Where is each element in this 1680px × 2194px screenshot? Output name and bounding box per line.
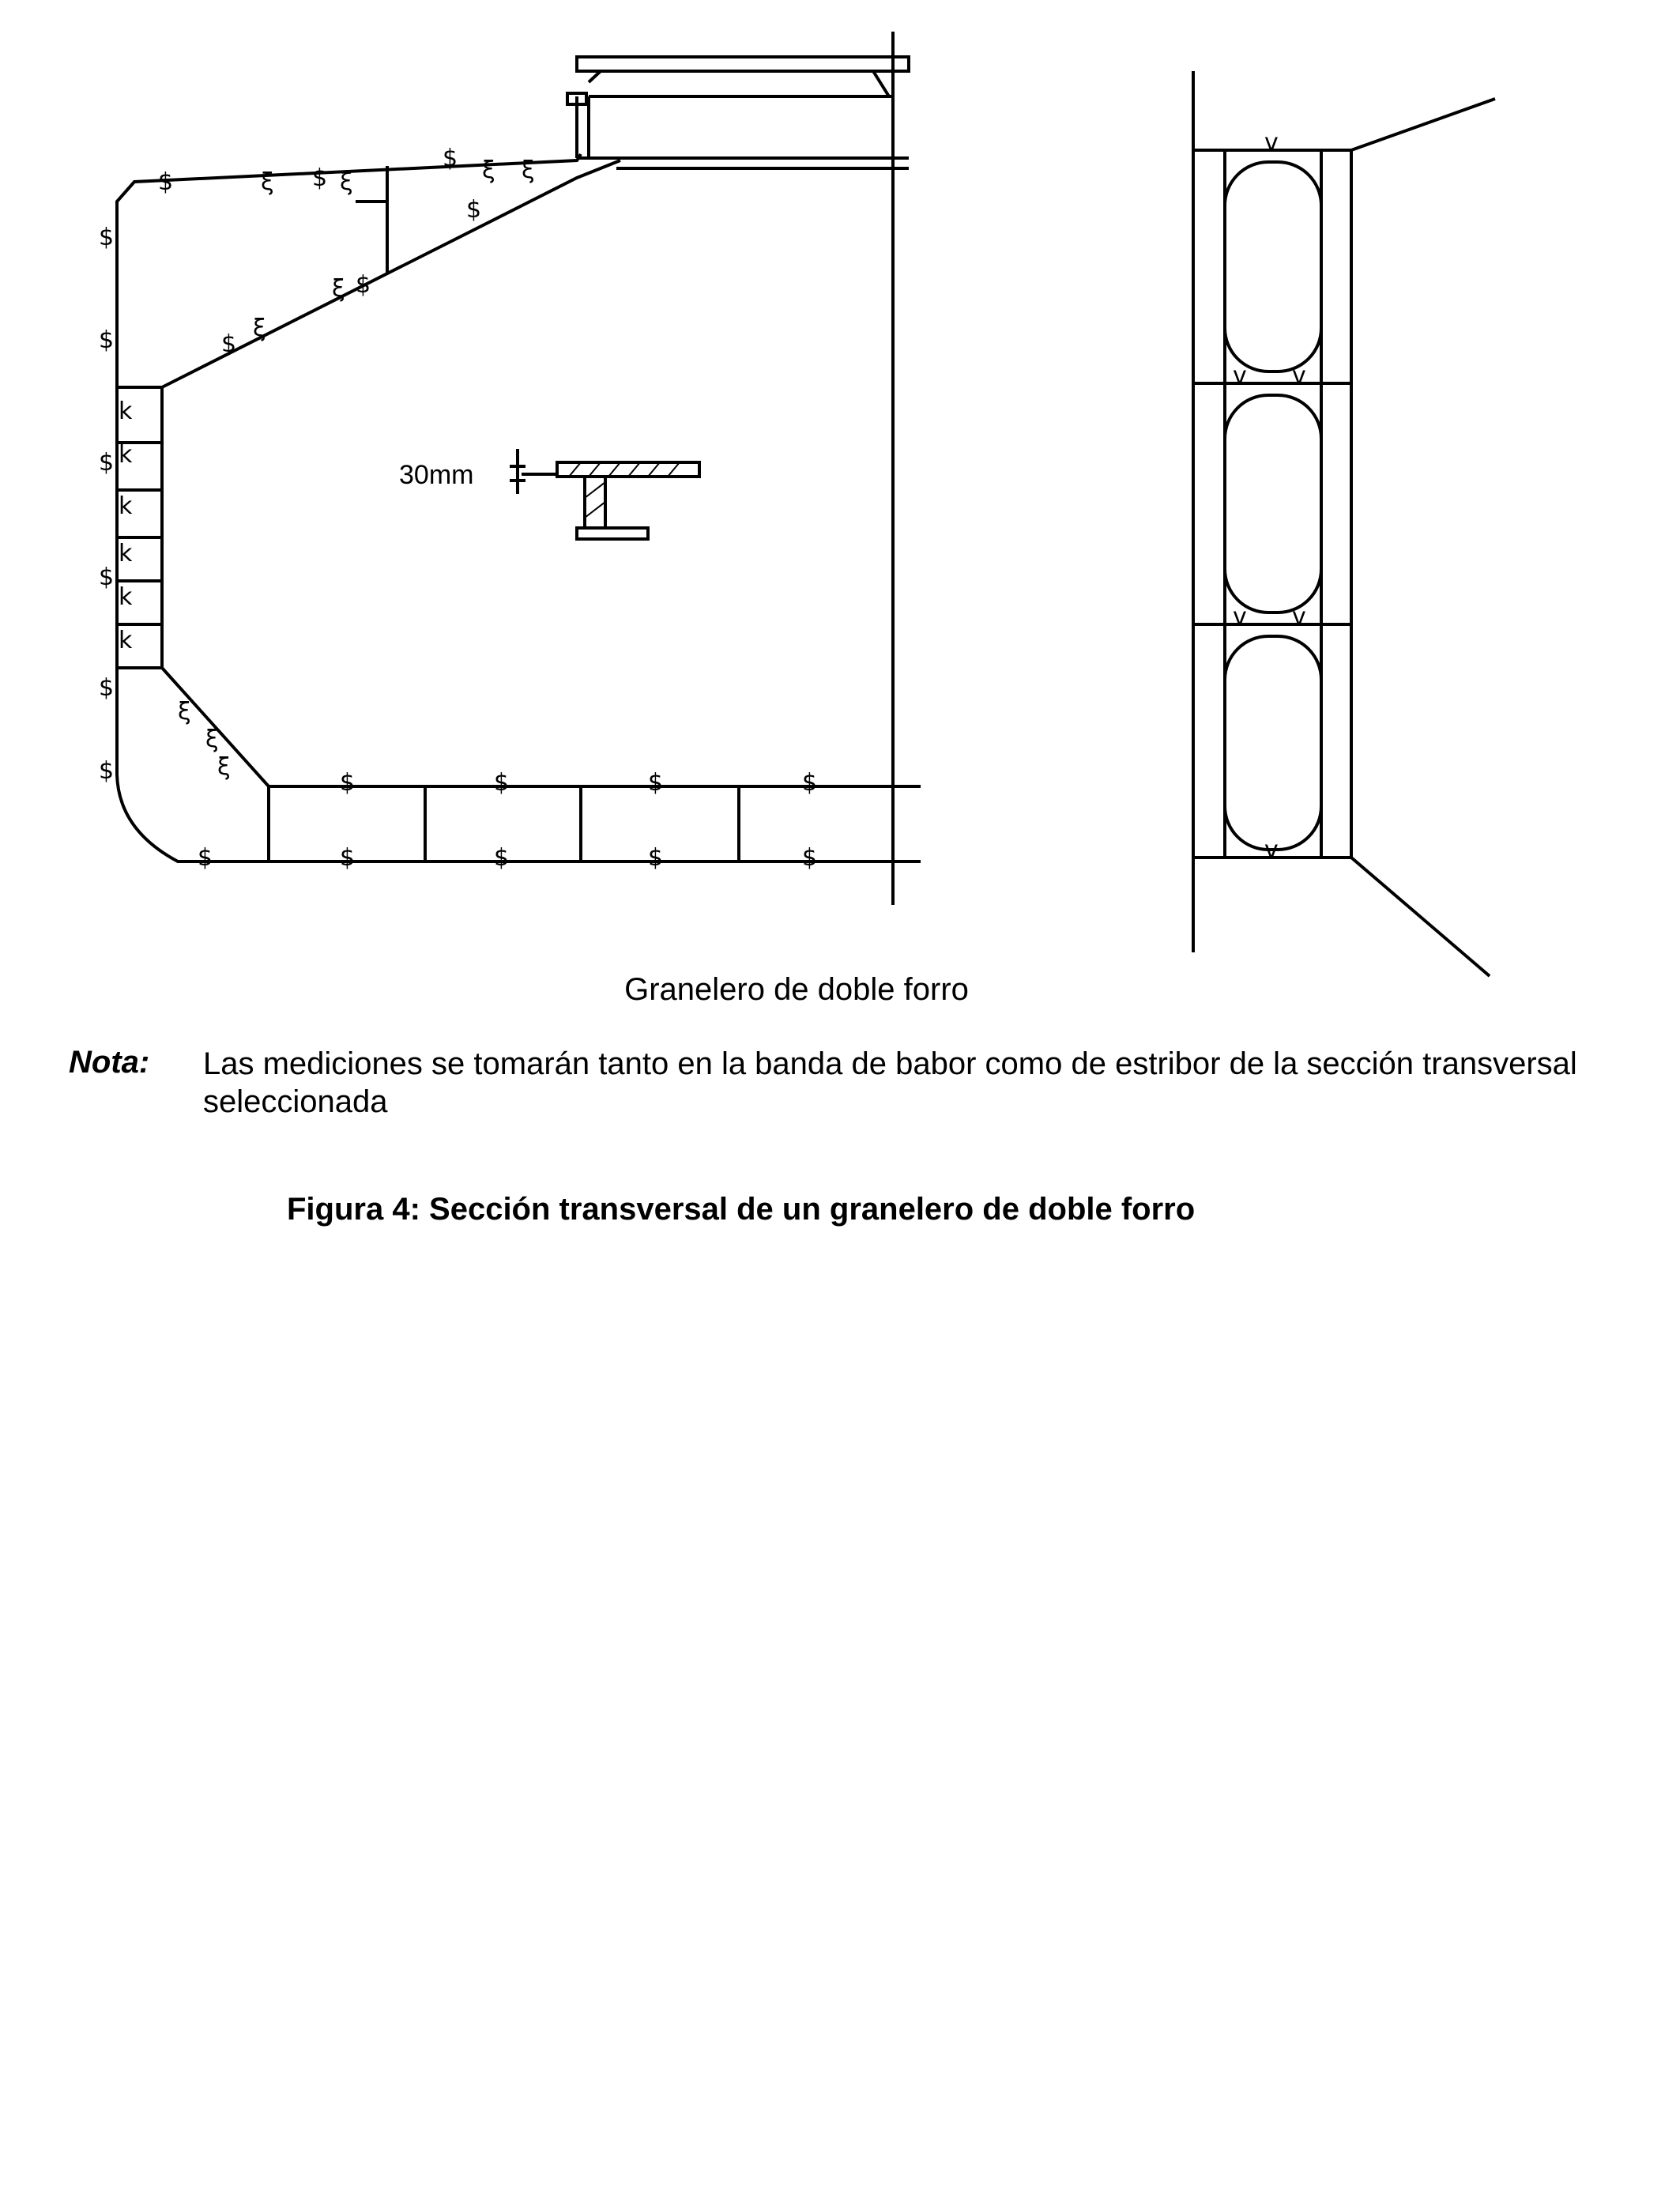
side-elevation bbox=[1193, 71, 1495, 976]
svg-text:v: v bbox=[1233, 603, 1247, 631]
svg-text:$: $ bbox=[802, 769, 818, 797]
svg-text:$: $ bbox=[221, 330, 237, 358]
svg-text:ξ: ξ bbox=[340, 168, 353, 196]
svg-text:v: v bbox=[1264, 129, 1279, 156]
svg-text:$: $ bbox=[356, 271, 371, 299]
svg-text:$: $ bbox=[494, 844, 510, 872]
svg-text:ξ: ξ bbox=[261, 168, 274, 196]
svg-text:$: $ bbox=[466, 196, 482, 224]
svg-text:$: $ bbox=[340, 769, 356, 797]
svg-text:v: v bbox=[1233, 362, 1247, 390]
svg-text:ξ: ξ bbox=[482, 156, 495, 184]
dimension-label: 30mm bbox=[399, 460, 474, 490]
svg-text:$: $ bbox=[99, 449, 115, 477]
svg-text:$: $ bbox=[99, 326, 115, 354]
svg-text:ξ: ξ bbox=[205, 726, 219, 753]
svg-text:ξ: ξ bbox=[217, 753, 231, 781]
svg-text:$: $ bbox=[99, 224, 115, 251]
note-text: Las mediciones se tomarán tanto en la banda de babor como de estribor de la sección transversal seleccionada bbox=[203, 1046, 1577, 1119]
svg-text:v: v bbox=[1292, 603, 1306, 631]
svg-text:k: k bbox=[119, 540, 133, 567]
svg-text:$: $ bbox=[312, 164, 328, 192]
svg-text:$: $ bbox=[340, 844, 356, 872]
svg-text:k: k bbox=[119, 583, 133, 611]
measurement-marks bbox=[99, 145, 817, 872]
note-label: Nota: bbox=[69, 1045, 150, 1080]
svg-text:ξ: ξ bbox=[522, 156, 535, 184]
svg-text:k: k bbox=[119, 627, 133, 654]
svg-text:$: $ bbox=[494, 769, 510, 797]
svg-text:k: k bbox=[119, 398, 133, 425]
svg-text:k: k bbox=[119, 441, 133, 469]
stiffener-detail bbox=[399, 449, 699, 539]
svg-text:$: $ bbox=[648, 769, 664, 797]
svg-text:$: $ bbox=[648, 844, 664, 872]
svg-text:ξ: ξ bbox=[332, 275, 345, 303]
svg-text:v: v bbox=[1264, 836, 1279, 864]
diagram-caption: Granelero de doble forro bbox=[624, 972, 969, 1007]
cross-section-diagram bbox=[0, 0, 1680, 988]
svg-text:$: $ bbox=[99, 564, 115, 591]
side-elevation-marks bbox=[1233, 129, 1306, 864]
figure-title: Figura 4: Sección transversal de un granelero de doble forro bbox=[287, 1192, 1196, 1227]
svg-text:v: v bbox=[1292, 362, 1306, 390]
svg-text:$: $ bbox=[99, 674, 115, 702]
svg-text:k: k bbox=[119, 492, 133, 520]
svg-text:ξ: ξ bbox=[178, 698, 191, 726]
svg-text:$: $ bbox=[99, 757, 115, 785]
svg-text:$: $ bbox=[802, 844, 818, 872]
svg-text:ξ: ξ bbox=[253, 315, 266, 342]
svg-text:$: $ bbox=[198, 844, 213, 872]
svg-text:$: $ bbox=[158, 168, 174, 196]
svg-text:$: $ bbox=[443, 145, 458, 172]
